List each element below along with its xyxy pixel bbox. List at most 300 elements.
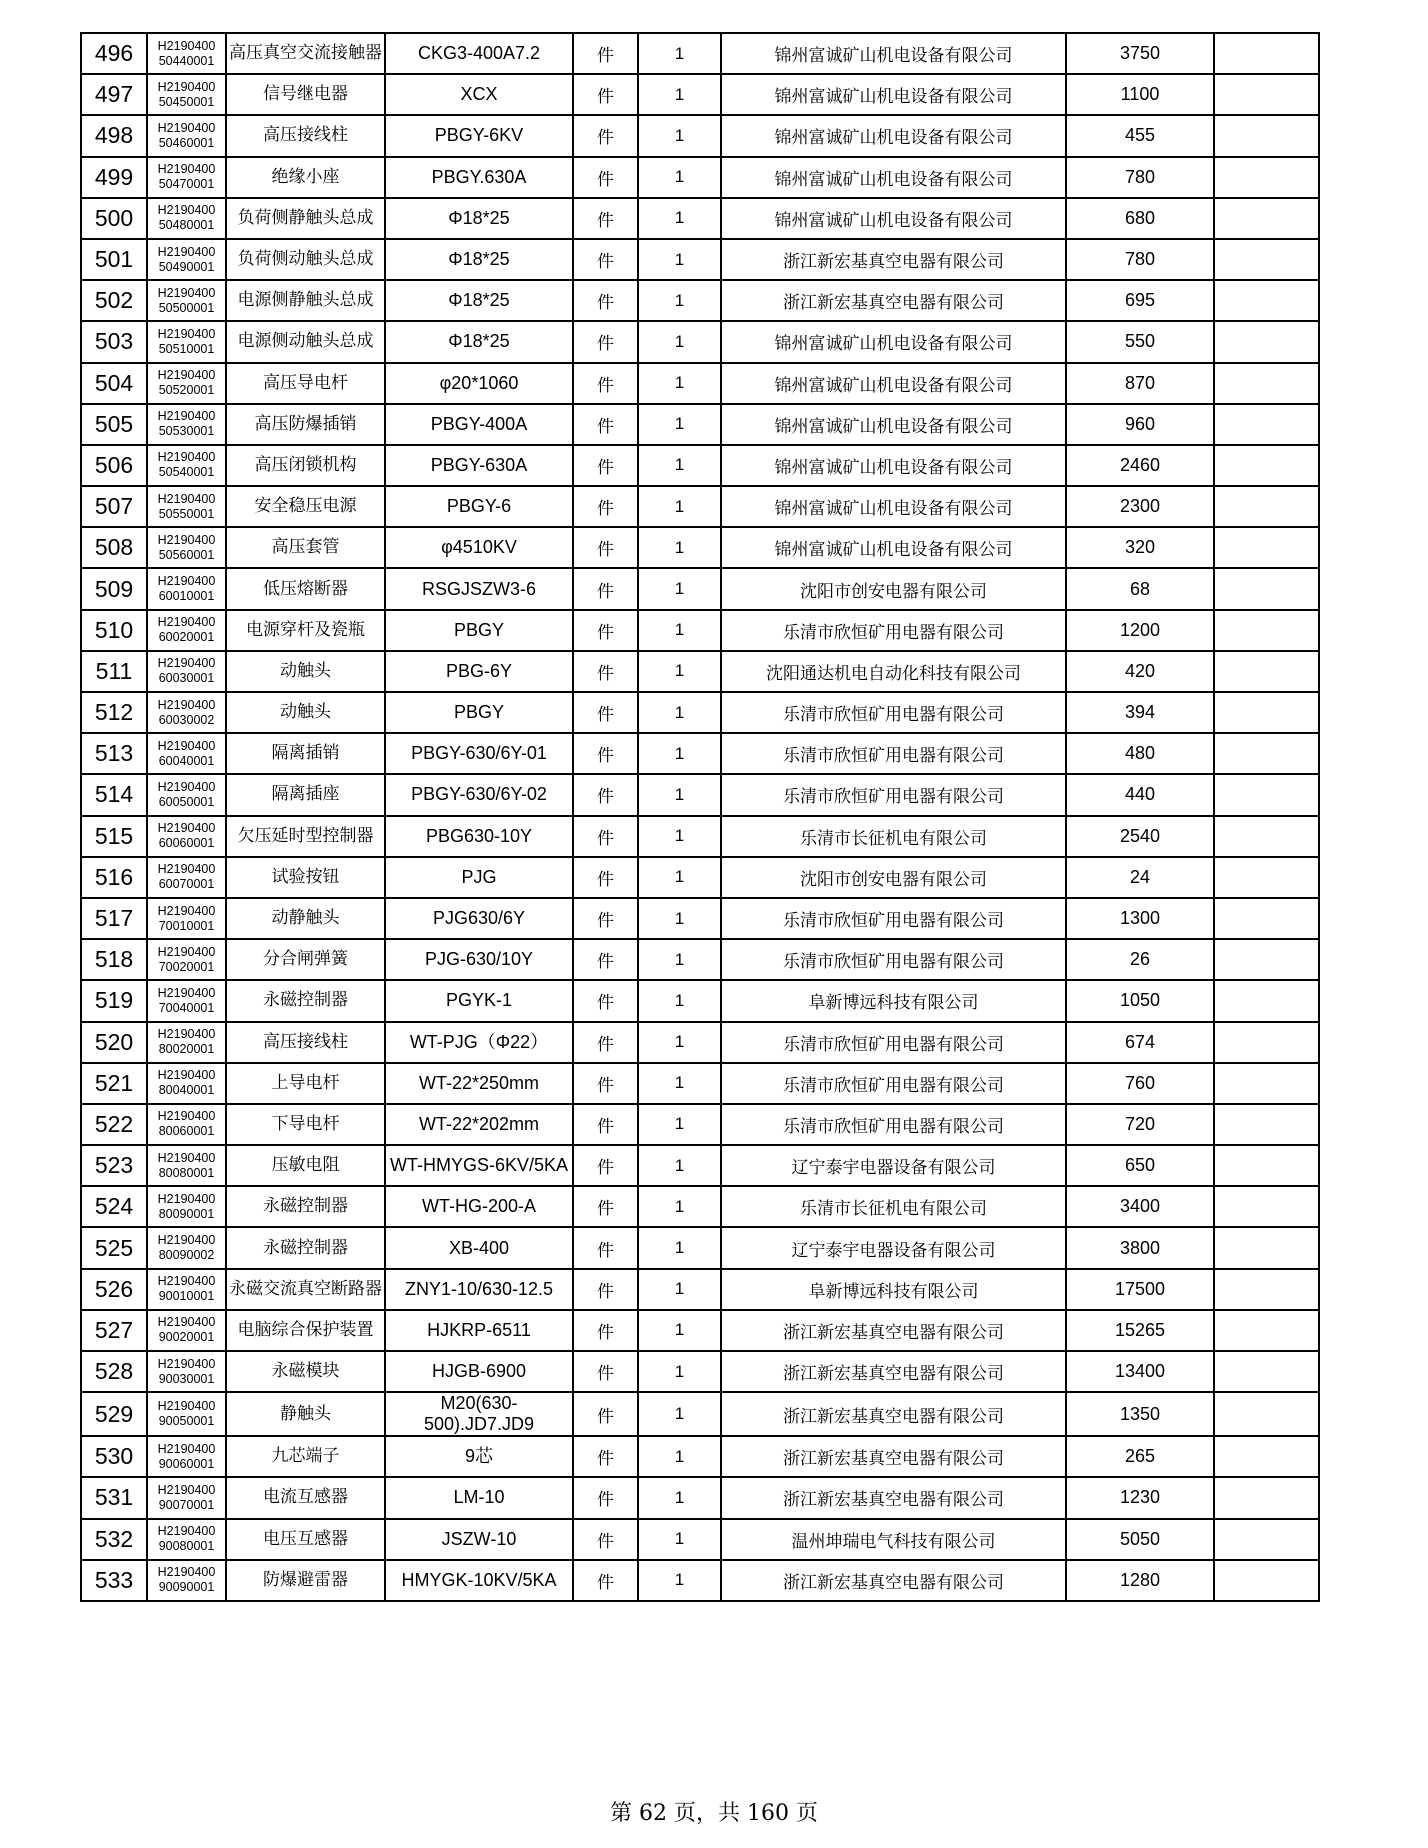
material-code: [147, 651, 226, 692]
material-code: [147, 33, 226, 74]
item-quantity: 1: [638, 1560, 721, 1601]
material-code: [147, 1519, 226, 1560]
table-row: [81, 898, 1319, 939]
item-name: 高压接线柱: [226, 1022, 385, 1063]
remark: [1214, 527, 1319, 568]
material-code-line: 50530001: [158, 424, 215, 439]
row-number: 519: [81, 980, 147, 1021]
item-name: 动静触头: [226, 898, 385, 939]
remark: [1214, 404, 1319, 445]
item-name: 分合闸弹簧: [226, 939, 385, 980]
material-code-line: H2190400: [157, 985, 216, 1000]
row-number: 509: [81, 568, 147, 609]
material-code-line: 70010001: [158, 918, 215, 933]
item-quantity: 1: [638, 1436, 721, 1477]
unit-price: 265: [1066, 1436, 1214, 1477]
item-name: 压敏电阻: [226, 1145, 385, 1186]
material-code-line: 90020001: [158, 1330, 215, 1345]
material-code-line: H2190400: [157, 326, 216, 341]
item-name: 永磁交流真空断路器: [226, 1269, 385, 1310]
table-row: [81, 280, 1319, 321]
unit-price: 1050: [1066, 980, 1214, 1021]
material-code: [147, 74, 226, 115]
material-code-line: H2190400: [157, 656, 216, 671]
unit-price: 550: [1066, 321, 1214, 362]
material-code: [147, 363, 226, 404]
item-unit: 件: [573, 1436, 638, 1477]
material-code: [147, 157, 226, 198]
remark: [1214, 1436, 1319, 1477]
item-unit: 件: [573, 1310, 638, 1351]
unit-price: 15265: [1066, 1310, 1214, 1351]
remark: [1214, 939, 1319, 980]
material-code-line: 60070001: [158, 877, 215, 892]
item-unit: 件: [573, 1104, 638, 1145]
item-unit: 件: [573, 939, 638, 980]
remark: [1214, 610, 1319, 651]
unit-price: 480: [1066, 733, 1214, 774]
item-unit: 件: [573, 816, 638, 857]
remark: [1214, 774, 1319, 815]
remark: [1214, 486, 1319, 527]
table-body: [81, 33, 1319, 1601]
material-code: [147, 733, 226, 774]
material-code-line: 90030001: [158, 1371, 215, 1386]
item-name: 电源侧静触头总成: [226, 280, 385, 321]
item-spec: PBGY-630A: [385, 445, 573, 486]
item-quantity: 1: [638, 1392, 721, 1436]
item-unit: 件: [573, 1392, 638, 1436]
material-code-line: 50490001: [158, 259, 215, 274]
item-quantity: 1: [638, 898, 721, 939]
item-quantity: 1: [638, 1186, 721, 1227]
item-name: 永磁控制器: [226, 1227, 385, 1268]
row-number: 512: [81, 692, 147, 733]
supplier-name: 锦州富诚矿山机电设备有限公司: [721, 363, 1066, 404]
unit-price: 780: [1066, 157, 1214, 198]
supplier-name: 浙江新宏基真空电器有限公司: [721, 1477, 1066, 1518]
material-code-line: 50480001: [158, 218, 215, 233]
item-spec: Φ18*25: [385, 198, 573, 239]
item-spec: HMYGK-10KV/5KA: [385, 1560, 573, 1601]
supplier-name: 乐清市欣恒矿用电器有限公司: [721, 610, 1066, 651]
parts-table: [80, 32, 1320, 1602]
row-number: 498: [81, 115, 147, 156]
item-name: 高压导电杆: [226, 363, 385, 404]
unit-price: 420: [1066, 651, 1214, 692]
table-row: [81, 486, 1319, 527]
item-unit: 件: [573, 733, 638, 774]
item-spec: 9芯: [385, 1436, 573, 1477]
item-name: 试验按钮: [226, 857, 385, 898]
item-unit: 件: [573, 1477, 638, 1518]
material-code-line: H2190400: [157, 203, 216, 218]
remark: [1214, 980, 1319, 1021]
material-code-line: H2190400: [157, 368, 216, 383]
item-unit: 件: [573, 1560, 638, 1601]
material-code: [147, 198, 226, 239]
unit-price: 1280: [1066, 1560, 1214, 1601]
row-number: 530: [81, 1436, 147, 1477]
supplier-name: 乐清市欣恒矿用电器有限公司: [721, 898, 1066, 939]
item-spec: PBGY-400A: [385, 404, 573, 445]
row-number: 497: [81, 74, 147, 115]
item-spec: JSZW-10: [385, 1519, 573, 1560]
unit-price: 1230: [1066, 1477, 1214, 1518]
remark: [1214, 1227, 1319, 1268]
supplier-name: 阜新博远科技有限公司: [721, 1269, 1066, 1310]
item-spec: ZNY1-10/630-12.5: [385, 1269, 573, 1310]
material-code-line: 60030001: [158, 671, 215, 686]
item-unit: 件: [573, 404, 638, 445]
material-code-line: H2190400: [157, 1565, 216, 1580]
unit-price: 394: [1066, 692, 1214, 733]
item-spec: XB-400: [385, 1227, 573, 1268]
material-code-line: 80090001: [158, 1206, 215, 1221]
table-row: [81, 1227, 1319, 1268]
item-unit: 件: [573, 198, 638, 239]
item-unit: 件: [573, 115, 638, 156]
material-code-line: 90010001: [158, 1289, 215, 1304]
remark: [1214, 651, 1319, 692]
unit-price: 960: [1066, 404, 1214, 445]
material-code-line: H2190400: [157, 738, 216, 753]
item-spec: CKG3-400A7.2: [385, 33, 573, 74]
table-row: [81, 1519, 1319, 1560]
material-code: [147, 321, 226, 362]
item-name: 动触头: [226, 692, 385, 733]
item-unit: 件: [573, 857, 638, 898]
item-quantity: 1: [638, 1269, 721, 1310]
supplier-name: 辽宁泰宇电器设备有限公司: [721, 1227, 1066, 1268]
item-quantity: 1: [638, 74, 721, 115]
item-quantity: 1: [638, 1477, 721, 1518]
unit-price: 26: [1066, 939, 1214, 980]
table-row: [81, 816, 1319, 857]
row-number: 529: [81, 1392, 147, 1436]
supplier-name: 锦州富诚矿山机电设备有限公司: [721, 527, 1066, 568]
item-spec: PJG630/6Y: [385, 898, 573, 939]
unit-price: 1350: [1066, 1392, 1214, 1436]
row-number: 518: [81, 939, 147, 980]
remark: [1214, 1063, 1319, 1104]
item-spec: WT-22*250mm: [385, 1063, 573, 1104]
material-code-line: 80060001: [158, 1124, 215, 1139]
supplier-name: 锦州富诚矿山机电设备有限公司: [721, 33, 1066, 74]
row-number: 496: [81, 33, 147, 74]
item-unit: 件: [573, 1063, 638, 1104]
table-row: [81, 445, 1319, 486]
material-code-line: H2190400: [157, 1150, 216, 1165]
item-quantity: 1: [638, 486, 721, 527]
item-unit: 件: [573, 1519, 638, 1560]
supplier-name: 浙江新宏基真空电器有限公司: [721, 1560, 1066, 1601]
remark: [1214, 239, 1319, 280]
item-unit: 件: [573, 321, 638, 362]
table-row: [81, 1186, 1319, 1227]
material-code-line: 50470001: [158, 177, 215, 192]
supplier-name: 乐清市欣恒矿用电器有限公司: [721, 774, 1066, 815]
unit-price: 2540: [1066, 816, 1214, 857]
remark: [1214, 898, 1319, 939]
row-number: 513: [81, 733, 147, 774]
remark: [1214, 115, 1319, 156]
item-name: 高压套管: [226, 527, 385, 568]
item-unit: 件: [573, 898, 638, 939]
item-spec: HJKRP-6511: [385, 1310, 573, 1351]
row-number: 502: [81, 280, 147, 321]
material-code: [147, 568, 226, 609]
material-code-line: H2190400: [157, 532, 216, 547]
table-row: [81, 651, 1319, 692]
row-number: 505: [81, 404, 147, 445]
item-quantity: 1: [638, 404, 721, 445]
table-row: [81, 1104, 1319, 1145]
item-name: 高压接线柱: [226, 115, 385, 156]
material-code-line: 80080001: [158, 1165, 215, 1180]
item-spec: PBGY-6: [385, 486, 573, 527]
supplier-name: 乐清市欣恒矿用电器有限公司: [721, 1104, 1066, 1145]
item-spec: PBGY-630/6Y-01: [385, 733, 573, 774]
material-code: [147, 1560, 226, 1601]
item-unit: 件: [573, 610, 638, 651]
material-code-line: H2190400: [157, 615, 216, 630]
unit-price: 2460: [1066, 445, 1214, 486]
material-code: [147, 527, 226, 568]
row-number: 515: [81, 816, 147, 857]
material-code-line: H2190400: [157, 1524, 216, 1539]
material-code: [147, 486, 226, 527]
row-number: 517: [81, 898, 147, 939]
table-row: [81, 321, 1319, 362]
material-code: [147, 115, 226, 156]
item-quantity: 1: [638, 733, 721, 774]
table-row: [81, 157, 1319, 198]
material-code-line: 80040001: [158, 1083, 215, 1098]
row-number: 525: [81, 1227, 147, 1268]
remark: [1214, 280, 1319, 321]
material-code-line: H2190400: [157, 38, 216, 53]
material-code: [147, 1269, 226, 1310]
material-code-line: 60030002: [158, 712, 215, 727]
material-code-line: H2190400: [157, 1109, 216, 1124]
material-code: [147, 1022, 226, 1063]
material-code-line: H2190400: [157, 1233, 216, 1248]
remark: [1214, 816, 1319, 857]
supplier-name: 辽宁泰宇电器设备有限公司: [721, 1145, 1066, 1186]
supplier-name: 锦州富诚矿山机电设备有限公司: [721, 74, 1066, 115]
material-code: [147, 1145, 226, 1186]
table-row: [81, 692, 1319, 733]
item-quantity: 1: [638, 363, 721, 404]
material-code-line: 80020001: [158, 1042, 215, 1057]
item-name: 九芯端子: [226, 1436, 385, 1477]
item-quantity: 1: [638, 939, 721, 980]
table-row: [81, 1145, 1319, 1186]
row-number: 501: [81, 239, 147, 280]
supplier-name: 锦州富诚矿山机电设备有限公司: [721, 115, 1066, 156]
item-unit: 件: [573, 1269, 638, 1310]
row-number: 511: [81, 651, 147, 692]
material-code-line: H2190400: [157, 1191, 216, 1206]
material-code-line: H2190400: [157, 285, 216, 300]
remark: [1214, 1560, 1319, 1601]
item-unit: 件: [573, 1186, 638, 1227]
unit-price: 870: [1066, 363, 1214, 404]
table-row: [81, 1436, 1319, 1477]
row-number: 514: [81, 774, 147, 815]
item-unit: 件: [573, 280, 638, 321]
material-code-line: H2190400: [157, 1068, 216, 1083]
item-unit: 件: [573, 1145, 638, 1186]
remark: [1214, 321, 1319, 362]
material-code-line: H2190400: [157, 244, 216, 259]
table-row: [81, 363, 1319, 404]
remark: [1214, 1477, 1319, 1518]
item-spec: XCX: [385, 74, 573, 115]
item-quantity: 1: [638, 651, 721, 692]
material-code: [147, 1063, 226, 1104]
row-number: 510: [81, 610, 147, 651]
unit-price: 5050: [1066, 1519, 1214, 1560]
material-code-line: 90050001: [158, 1414, 215, 1429]
remark: [1214, 857, 1319, 898]
item-spec: PJG: [385, 857, 573, 898]
row-number: 504: [81, 363, 147, 404]
item-unit: 件: [573, 363, 638, 404]
material-code: [147, 239, 226, 280]
material-code-line: 60020001: [158, 630, 215, 645]
table-row: [81, 527, 1319, 568]
supplier-name: 温州坤瑞电气科技有限公司: [721, 1519, 1066, 1560]
material-code-line: H2190400: [157, 120, 216, 135]
supplier-name: 浙江新宏基真空电器有限公司: [721, 1392, 1066, 1436]
item-name: 永磁控制器: [226, 980, 385, 1021]
material-code-line: H2190400: [157, 1315, 216, 1330]
item-unit: 件: [573, 692, 638, 733]
material-code: [147, 1436, 226, 1477]
item-quantity: 1: [638, 610, 721, 651]
material-code-line: 50520001: [158, 383, 215, 398]
supplier-name: 锦州富诚矿山机电设备有限公司: [721, 321, 1066, 362]
item-spec: Φ18*25: [385, 239, 573, 280]
row-number: 516: [81, 857, 147, 898]
unit-price: 68: [1066, 568, 1214, 609]
item-quantity: 1: [638, 1519, 721, 1560]
item-name: 电源侧动触头总成: [226, 321, 385, 362]
material-code: [147, 610, 226, 651]
table-row: [81, 1310, 1319, 1351]
material-code-line: H2190400: [157, 862, 216, 877]
material-code-line: H2190400: [157, 79, 216, 94]
unit-price: 720: [1066, 1104, 1214, 1145]
item-name: 欠压延时型控制器: [226, 816, 385, 857]
unit-price: 780: [1066, 239, 1214, 280]
row-number: 528: [81, 1351, 147, 1392]
material-code: [147, 1186, 226, 1227]
item-spec: PBGY: [385, 692, 573, 733]
supplier-name: 锦州富诚矿山机电设备有限公司: [721, 445, 1066, 486]
row-number: 533: [81, 1560, 147, 1601]
item-name: 高压真空交流接触器: [226, 33, 385, 74]
item-quantity: 1: [638, 527, 721, 568]
unit-price: 674: [1066, 1022, 1214, 1063]
item-unit: 件: [573, 1351, 638, 1392]
item-spec: φ20*1060: [385, 363, 573, 404]
item-spec: PGYK-1: [385, 980, 573, 1021]
item-spec: WT-PJG（Φ22）: [385, 1022, 573, 1063]
table-row: [81, 404, 1319, 445]
table-row: [81, 1392, 1319, 1436]
item-quantity: 1: [638, 280, 721, 321]
item-spec: WT-HMYGS-6KV/5KA: [385, 1145, 573, 1186]
row-number: 531: [81, 1477, 147, 1518]
material-code-line: 80090002: [158, 1248, 215, 1263]
remark: [1214, 733, 1319, 774]
table-row: [81, 774, 1319, 815]
material-code-line: 90090001: [158, 1580, 215, 1595]
remark: [1214, 1519, 1319, 1560]
item-spec: WT-HG-200-A: [385, 1186, 573, 1227]
remark: [1214, 445, 1319, 486]
item-quantity: 1: [638, 568, 721, 609]
material-code-line: 90060001: [158, 1456, 215, 1471]
material-code-line: 60050001: [158, 794, 215, 809]
table-row: [81, 239, 1319, 280]
item-unit: 件: [573, 527, 638, 568]
item-quantity: 1: [638, 157, 721, 198]
unit-price: 1300: [1066, 898, 1214, 939]
material-code-line: H2190400: [157, 409, 216, 424]
unit-price: 650: [1066, 1145, 1214, 1186]
supplier-name: 乐清市欣恒矿用电器有限公司: [721, 1063, 1066, 1104]
item-spec: φ4510KV: [385, 527, 573, 568]
material-code: [147, 774, 226, 815]
item-spec: PBGY-6KV: [385, 115, 573, 156]
item-name: 隔离插座: [226, 774, 385, 815]
material-code: [147, 1477, 226, 1518]
item-name: 静触头: [226, 1392, 385, 1436]
table-row: [81, 1351, 1319, 1392]
table-row: [81, 568, 1319, 609]
table-row: [81, 74, 1319, 115]
supplier-name: 锦州富诚矿山机电设备有限公司: [721, 486, 1066, 527]
row-number: 503: [81, 321, 147, 362]
item-unit: 件: [573, 445, 638, 486]
material-code-line: H2190400: [157, 697, 216, 712]
item-unit: 件: [573, 74, 638, 115]
item-quantity: 1: [638, 1145, 721, 1186]
item-name: 上导电杆: [226, 1063, 385, 1104]
row-number: 526: [81, 1269, 147, 1310]
material-code-line: H2190400: [157, 450, 216, 465]
item-unit: 件: [573, 239, 638, 280]
remark: [1214, 1022, 1319, 1063]
supplier-name: 浙江新宏基真空电器有限公司: [721, 1436, 1066, 1477]
table-row: [81, 939, 1319, 980]
row-number: 522: [81, 1104, 147, 1145]
item-name: 安全稳压电源: [226, 486, 385, 527]
item-unit: 件: [573, 33, 638, 74]
item-spec: M20(630-500).JD7.JD9: [385, 1392, 573, 1436]
unit-price: 455: [1066, 115, 1214, 156]
unit-price: 3750: [1066, 33, 1214, 74]
unit-price: 680: [1066, 198, 1214, 239]
supplier-name: 浙江新宏基真空电器有限公司: [721, 1351, 1066, 1392]
unit-price: 1200: [1066, 610, 1214, 651]
material-code: [147, 280, 226, 321]
item-spec: PBG630-10Y: [385, 816, 573, 857]
